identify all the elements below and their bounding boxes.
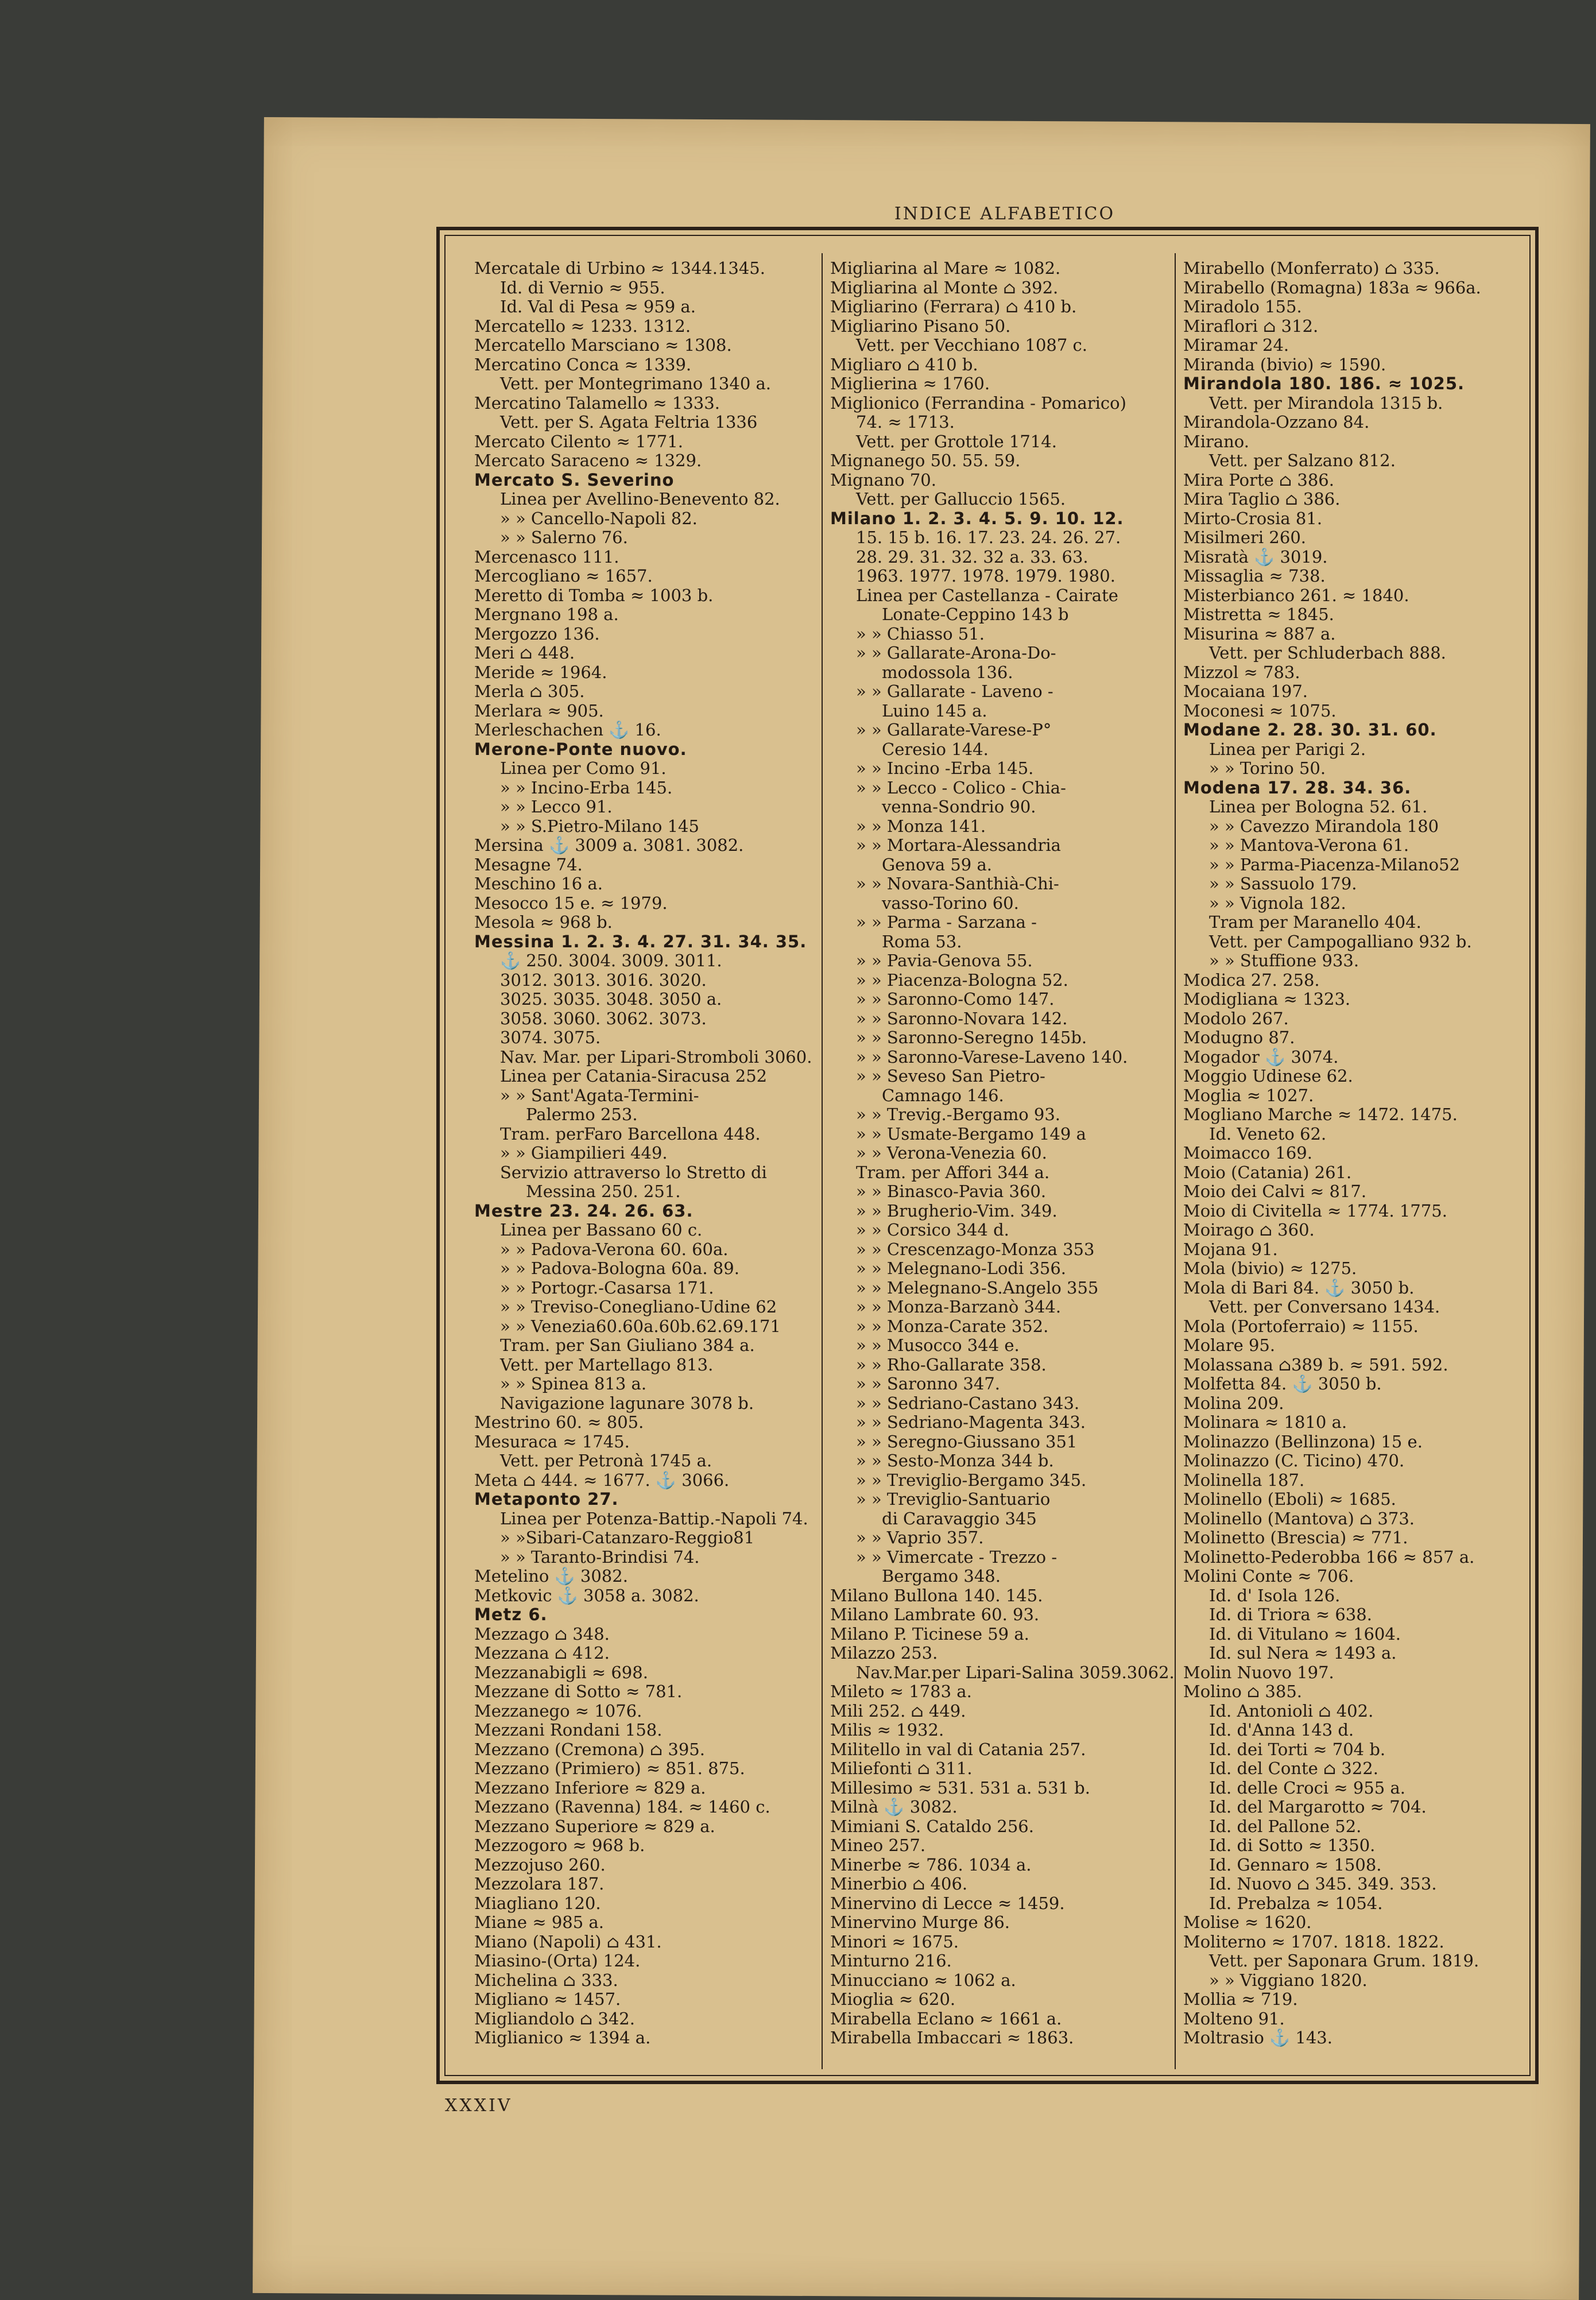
index-entry: Michelina ⌂ 333.: [474, 1970, 618, 1990]
index-entry: Mola (Portoferraio) ≈ 1155.: [1183, 1317, 1419, 1336]
index-entry: » »Sibari-Catanzaro-Reggio81: [500, 1528, 755, 1547]
index-entry: » » Rho-Gallarate 358.: [856, 1355, 1047, 1374]
index-entry: Mestre 23. 24. 26. 63.: [474, 1201, 694, 1221]
index-entry: » » Viggiano 1820.: [1209, 1970, 1368, 1990]
index-entry: Mezzano (Ravenna) 184. ≈ 1460 c.: [474, 1798, 770, 1817]
index-entry: Linea per Bassano 60 c.: [500, 1221, 703, 1240]
index-entry: Miano (Napoli) ⌂ 431.: [474, 1932, 662, 1951]
index-entry: » » Sedriano-Castano 343.: [856, 1393, 1080, 1413]
index-entry: Linea per Potenza-Battip.-Napoli 74.: [500, 1509, 808, 1528]
index-entry: Migliarino Pisano 50.: [830, 316, 1011, 336]
index-entry: Mercogliano ≈ 1657.: [474, 567, 653, 586]
index-entry: Camnago 146.: [882, 1086, 1004, 1105]
index-entry: Mezzane di Sotto ≈ 781.: [474, 1682, 683, 1701]
index-entry: Modugno 87.: [1183, 1028, 1295, 1047]
index-entry: Lonate-Ceppino 143 b: [882, 605, 1069, 624]
index-entry: venna-Sondrio 90.: [882, 797, 1036, 816]
index-entry: Migliano ≈ 1457.: [474, 1990, 621, 2009]
index-entry: » » Taranto-Brindisi 74.: [500, 1547, 700, 1567]
index-entry: Vett. per Schluderbach 888.: [1209, 644, 1446, 663]
index-entry: Mezzano (Primiero) ≈ 851. 875.: [474, 1759, 745, 1778]
index-entry: Id. Antonioli ⌂ 402.: [1209, 1701, 1374, 1721]
index-entry: Mesuraca ≈ 1745.: [474, 1432, 630, 1451]
index-entry: Id. dei Torti ≈ 704 b.: [1209, 1740, 1386, 1759]
index-entry: » » Monza 141.: [856, 816, 986, 836]
index-entry: Milano P. Ticinese 59 a.: [830, 1624, 1029, 1644]
index-entry: Vett. per Montegrimano 1340 a.: [500, 374, 772, 393]
index-entry: » » Sassuolo 179.: [1209, 874, 1357, 893]
index-entry: » » Mortara-Alessandria: [856, 836, 1061, 855]
index-entry: Molassana ⌂389 b. ≈ 591. 592.: [1183, 1355, 1448, 1374]
index-entry: Modolo 267.: [1183, 1009, 1289, 1028]
index-entry: Mirabella Imbaccari ≈ 1863.: [830, 2028, 1074, 2047]
index-entry: » » Treviglio-Bergamo 345.: [856, 1470, 1087, 1490]
index-entry: Moliterno ≈ 1707. 1818. 1822.: [1183, 1932, 1444, 1951]
index-entry: » » Parma - Sarzana -: [856, 913, 1037, 932]
index-entry: » » Mantova-Verona 61.: [1209, 836, 1409, 855]
index-entry: Mercenasco 111.: [474, 547, 619, 567]
index-entry: Moimacco 169.: [1183, 1144, 1312, 1163]
index-entry: » » Vaprio 357.: [856, 1528, 984, 1547]
index-entry: » » Melegnano-S.Angelo 355: [856, 1278, 1099, 1298]
index-entry: Migliaro ⌂ 410 b.: [830, 355, 978, 374]
index-entry: Mestrino 60. ≈ 805.: [474, 1413, 644, 1432]
index-entry: » » Saronno-Como 147.: [856, 990, 1055, 1009]
index-entry: Minturno 216.: [830, 1951, 952, 1970]
index-entry: Molinello (Mantova) ⌂ 373.: [1183, 1509, 1415, 1528]
index-entry: » » Venezia60.60a.60b.62.69.171: [500, 1317, 781, 1336]
index-entry: Miliefonti ⌂ 311.: [830, 1759, 973, 1778]
index-entry: » » Stuffione 933.: [1209, 951, 1359, 970]
index-entry: Molare 95.: [1183, 1336, 1276, 1355]
index-entry: Milazzo 253.: [830, 1644, 938, 1663]
index-entry: Molinazzo (Bellinzona) 15 e.: [1183, 1432, 1423, 1451]
index-entry: Id. Gennaro ≈ 1508.: [1209, 1855, 1382, 1875]
index-entry: » » Vimercate - Trezzo -: [856, 1547, 1057, 1567]
index-entry: » » Sesto-Monza 344 b.: [856, 1451, 1054, 1470]
index-entry: Mercatello ≈ 1233. 1312.: [474, 316, 691, 336]
index-entry: Ceresio 144.: [882, 739, 989, 759]
index-entry: Mojana 91.: [1183, 1240, 1278, 1259]
index-entry: Vett. per Vecchiano 1087 c.: [856, 336, 1087, 355]
index-entry: Tram. per Affori 344 a.: [856, 1163, 1050, 1182]
index-entry: Miglierina ≈ 1760.: [830, 374, 990, 393]
index-entry: » » Seregno-Giussano 351: [856, 1432, 1078, 1451]
index-entry: 74. ≈ 1713.: [856, 413, 955, 432]
index-entry: Mirandola-Ozzano 84.: [1183, 413, 1370, 432]
index-entry: » » Giampilieri 449.: [500, 1144, 668, 1163]
index-entry: » » Monza-Carate 352.: [856, 1317, 1049, 1336]
index-entry: Nav.Mar.per Lipari-Salina 3059.3062.: [856, 1663, 1175, 1682]
index-entry: Mezzolara 187.: [474, 1875, 605, 1894]
index-entry: Id. sul Nera ≈ 1493 a.: [1209, 1644, 1397, 1663]
index-entry: Mirabella Eclano ≈ 1661 a.: [830, 2009, 1062, 2028]
index-entry: Miraflori ⌂ 312.: [1183, 316, 1319, 336]
index-entry: Molin Nuovo 197.: [1183, 1663, 1334, 1682]
index-entry: Id. delle Croci ≈ 955 a.: [1209, 1778, 1405, 1798]
index-entry: Mesocco 15 e. ≈ 1979.: [474, 893, 668, 913]
index-entry: » » Cancello-Napoli 82.: [500, 509, 698, 528]
index-entry: Miglionico (Ferrandina - Pomarico): [830, 393, 1126, 413]
index-entry: Moio (Catania) 261.: [1183, 1163, 1352, 1182]
index-entry: Mignano 70.: [830, 470, 936, 490]
index-entry: Mola (bivio) ≈ 1275.: [1183, 1259, 1357, 1278]
index-entry: Mirto-Crosia 81.: [1183, 509, 1323, 528]
index-entry: Modane 2. 28. 30. 31. 60.: [1183, 721, 1437, 739]
index-entry: Meri ⌂ 448.: [474, 644, 575, 663]
index-entry: Vett. per Saponara Grum. 1819.: [1209, 1951, 1479, 1970]
index-entry: Linea per Bologna 52. 61.: [1209, 797, 1428, 816]
index-entry: Mersina ⚓ 3009 a. 3081. 3082.: [474, 836, 744, 855]
index-entry: Luino 145 a.: [882, 701, 987, 721]
index-entry: Mergozzo 136.: [474, 624, 600, 644]
index-entry: Moio di Civitella ≈ 1774. 1775.: [1183, 1201, 1447, 1221]
index-entry: Mezzojuso 260.: [474, 1855, 606, 1875]
index-entry: Minerbe ≈ 786. 1034 a.: [830, 1855, 1032, 1875]
index-entry: Linea per Castellanza - Cairate: [856, 586, 1118, 605]
index-entry: » » Seveso San Pietro-: [856, 1067, 1045, 1086]
index-entry: » » Gallarate-Arona-Do-: [856, 644, 1056, 663]
index-entry: Meschino 16 a.: [474, 874, 603, 893]
index-entry: Id. di Triora ≈ 638.: [1209, 1605, 1372, 1624]
index-entry: Palermo 253.: [526, 1105, 638, 1124]
index-entry: » » Sant'Agata-Termini-: [500, 1086, 699, 1105]
index-entry: Moio dei Calvi ≈ 817.: [1183, 1182, 1367, 1201]
index-entry: Tram. per San Giuliano 384 a.: [500, 1336, 755, 1355]
index-entry: Milnà ⚓ 3082.: [830, 1798, 958, 1817]
index-entry: Meretto di Tomba ≈ 1003 b.: [474, 586, 714, 605]
index-entry: Vett. per Petronà 1745 a.: [500, 1451, 712, 1470]
index-entry: » » Saronno-Novara 142.: [856, 1009, 1068, 1028]
index-entry: Mira Taglio ⌂ 386.: [1183, 490, 1341, 509]
index-entry: Vett. per Campogalliano 932 b.: [1209, 932, 1472, 951]
index-entry: Mercato S. Severino: [474, 470, 675, 490]
index-entry: Mollia ≈ 719.: [1183, 1990, 1298, 2009]
index-entry: Miradolo 155.: [1183, 297, 1302, 316]
index-entry: Servizio attraverso lo Stretto di: [500, 1163, 767, 1182]
index-entry: Id. di Vitulano ≈ 1604.: [1209, 1624, 1401, 1644]
index-entry: Milano Lambrate 60. 93.: [830, 1605, 1040, 1624]
index-entry: Molise ≈ 1620.: [1183, 1913, 1312, 1932]
index-entry: Metaponto 27.: [474, 1490, 619, 1509]
index-entry: » » Musocco 344 e.: [856, 1336, 1020, 1355]
index-entry: Tram. perFaro Barcellona 448.: [500, 1124, 761, 1144]
index-entry: Miglianico ≈ 1394 a.: [474, 2028, 651, 2047]
index-entry: » » Usmate-Bergamo 149 a: [856, 1124, 1086, 1144]
index-entry: » » Monza-Barzanò 344.: [856, 1298, 1062, 1317]
index-entry: Militello in val di Catania 257.: [830, 1740, 1086, 1759]
index-entry: Mezzano Superiore ≈ 829 a.: [474, 1817, 715, 1836]
index-entry: Minervino Murge 86.: [830, 1913, 1010, 1932]
index-entry: Molinello (Eboli) ≈ 1685.: [1183, 1490, 1396, 1509]
index-entry: Mercatino Conca ≈ 1339.: [474, 355, 692, 374]
index-entry: Mercato Saraceno ≈ 1329.: [474, 451, 702, 470]
index-entry: Misterbianco 261. ≈ 1840.: [1183, 586, 1409, 605]
index-entry: Mogliano Marche ≈ 1472. 1475.: [1183, 1105, 1458, 1124]
index-entry: » » Torino 50.: [1209, 759, 1326, 778]
index-entry: Miranda (bivio) ≈ 1590.: [1183, 355, 1386, 374]
index-entry: Mogador ⚓ 3074.: [1183, 1047, 1339, 1067]
index-entry: Mezzano (Cremona) ⌂ 395.: [474, 1740, 705, 1759]
index-column-2: [830, 259, 1180, 2062]
index-entry: Merla ⌂ 305.: [474, 682, 585, 701]
index-entry: Vett. per S. Agata Feltria 1336: [500, 413, 758, 432]
index-entry: Mirabello (Romagna) 183a ≈ 966a.: [1183, 278, 1481, 297]
index-entry: Id. Prebalza ≈ 1054.: [1209, 1894, 1383, 1913]
index-entry: » » Trevig.-Bergamo 93.: [856, 1105, 1061, 1124]
index-entry: Missaglia ≈ 738.: [1183, 567, 1326, 586]
index-entry: Navigazione lagunare 3078 b.: [500, 1393, 754, 1413]
index-entry: Mercato Cilento ≈ 1771.: [474, 432, 684, 451]
index-entry: Vett. per Mirandola 1315 b.: [1209, 393, 1443, 413]
index-entry: Millesimo ≈ 531. 531 a. 531 b.: [830, 1778, 1090, 1798]
index-entry: Milano 1. 2. 3. 4. 5. 9. 10. 12.: [830, 509, 1124, 528]
index-entry: » » Corsico 344 d.: [856, 1221, 1009, 1240]
index-column-1: [474, 259, 824, 2062]
index-entry: 15. 15 b. 16. 17. 23. 24. 26. 27.: [856, 528, 1121, 547]
index-entry: Mizzol ≈ 783.: [1183, 663, 1300, 682]
index-entry: Metkovic ⚓ 3058 a. 3082.: [474, 1586, 699, 1605]
index-entry: » » Padova-Bologna 60a. 89.: [500, 1259, 739, 1278]
index-entry: Molino ⌂ 385.: [1183, 1682, 1302, 1701]
index-entry: Mesola ≈ 968 b.: [474, 913, 613, 932]
index-entry: Mirabello (Monferrato) ⌂ 335.: [1183, 259, 1440, 278]
index-entry: Mineo 257.: [830, 1836, 926, 1855]
index-entry: Mignanego 50. 55. 59.: [830, 451, 1021, 470]
index-entry: Vett. per Martellago 813.: [500, 1355, 714, 1374]
index-entry: Messina 250. 251.: [526, 1182, 681, 1201]
index-entry: » » Treviglio-Santuario: [856, 1490, 1051, 1509]
index-entry: » » S.Pietro-Milano 145: [500, 816, 699, 836]
index-entry: Bergamo 348.: [882, 1567, 1001, 1586]
index-entry: » » Chiasso 51.: [856, 624, 985, 644]
index-entry: Mola di Bari 84. ⚓ 3050 b.: [1183, 1278, 1415, 1298]
index-entry: Molinara ≈ 1810 a.: [1183, 1413, 1347, 1432]
index-entry: » » Pavia-Genova 55.: [856, 951, 1033, 970]
index-entry: Moirago ⌂ 360.: [1183, 1221, 1315, 1240]
index-entry: Migliarina al Mare ≈ 1082.: [830, 259, 1061, 278]
index-entry: Misurina ≈ 887 a.: [1183, 624, 1336, 644]
index-entry: Id. del Margarotto ≈ 704.: [1209, 1798, 1427, 1817]
index-entry: » » Padova-Verona 60. 60a.: [500, 1240, 729, 1259]
index-entry: 3058. 3060. 3062. 3073.: [500, 1009, 707, 1028]
index-entry: Molinetto (Brescia) ≈ 771.: [1183, 1528, 1408, 1547]
index-entry: Id. Veneto 62.: [1209, 1124, 1327, 1144]
index-entry: Misilmeri 260.: [1183, 528, 1306, 547]
index-entry: Id. d'Anna 143 d.: [1209, 1721, 1354, 1740]
index-entry: Tram per Maranello 404.: [1209, 913, 1421, 932]
index-entry: Roma 53.: [882, 932, 962, 951]
index-entry: Migliarino (Ferrara) ⌂ 410 b.: [830, 297, 1077, 316]
index-entry: Mergnano 198 a.: [474, 605, 619, 624]
index-entry: Id. del Conte ⌂ 322.: [1209, 1759, 1378, 1778]
index-entry: Mili 252. ⌂ 449.: [830, 1701, 966, 1721]
index-entry: Minori ≈ 1675.: [830, 1932, 959, 1951]
index-entry: Mileto ≈ 1783 a.: [830, 1682, 972, 1701]
index-entry: Molinella 187.: [1183, 1470, 1305, 1490]
index-entry: modossola 136.: [882, 663, 1013, 682]
index-entry: Merone-Ponte nuovo.: [474, 739, 687, 759]
index-entry: » » Saronno-Varese-Laveno 140.: [856, 1047, 1128, 1067]
index-entry: » » Incino-Erba 145.: [500, 778, 673, 797]
index-entry: Meride ≈ 1964.: [474, 663, 607, 682]
index-entry: Modena 17. 28. 34. 36.: [1183, 778, 1412, 797]
index-entry: Linea per Parigi 2.: [1209, 739, 1366, 759]
index-entry: 28. 29. 31. 32. 32 a. 33. 63.: [856, 547, 1088, 567]
index-entry: » » Gallarate-Varese-P°: [856, 721, 1052, 739]
index-entry: Moglia ≈ 1027.: [1183, 1086, 1314, 1105]
index-entry: Minucciano ≈ 1062 a.: [830, 1970, 1016, 1990]
index-entry: Mezzana ⌂ 412.: [474, 1644, 610, 1663]
index-entry: » » Melegnano-Lodi 356.: [856, 1259, 1067, 1278]
index-entry: Merleschachen ⚓ 16.: [474, 721, 661, 739]
index-entry: Molinetto-Pederobba 166 ≈ 857 a.: [1183, 1547, 1475, 1567]
index-entry: Molteno 91.: [1183, 2009, 1285, 2028]
index-entry: ⚓ 250. 3004. 3009. 3011.: [500, 951, 722, 970]
index-entry: Moltrasio ⚓ 143.: [1183, 2028, 1332, 2047]
index-entry: Vett. per Galluccio 1565.: [856, 490, 1066, 509]
index-entry: Id. di Sotto ≈ 1350.: [1209, 1836, 1376, 1855]
page-number: XXXIV: [445, 2096, 513, 2116]
index-entry: Migliandolo ⌂ 342.: [474, 2009, 635, 2028]
index-entry: Messina 1. 2. 3. 4. 27. 31. 34. 35.: [474, 932, 807, 951]
index-entry: Id. di Vernio ≈ 955.: [500, 278, 665, 297]
index-entry: Modica 27. 258.: [1183, 970, 1320, 990]
index-entry: » » Salerno 76.: [500, 528, 628, 547]
index-entry: 3012. 3013. 3016. 3020.: [500, 970, 707, 990]
index-entry: » » Parma-Piacenza-Milano52: [1209, 855, 1460, 874]
index-entry: Genova 59 a.: [882, 855, 992, 874]
index-entry: Mezzago ⌂ 348.: [474, 1624, 610, 1644]
index-entry: » » Portogr.-Casarsa 171.: [500, 1278, 714, 1298]
index-entry: di Caravaggio 345: [882, 1509, 1037, 1528]
index-entry: Moggio Udinese 62.: [1183, 1067, 1353, 1086]
index-entry: Mirandola 180. 186. ≈ 1025.: [1183, 374, 1465, 393]
index-entry: » » Piacenza-Bologna 52.: [856, 970, 1068, 990]
index-entry: Metz 6.: [474, 1605, 548, 1624]
index-entry: Mezzani Rondani 158.: [474, 1721, 663, 1740]
index-entry: Mezzano Inferiore ≈ 829 a.: [474, 1778, 706, 1798]
index-entry: Miasino-(Orta) 124.: [474, 1951, 641, 1970]
index-entry: Merlara ≈ 905.: [474, 701, 604, 721]
index-entry: Minervino di Lecce ≈ 1459.: [830, 1894, 1065, 1913]
index-entry: Miagliano 120.: [474, 1894, 601, 1913]
index-entry: Mira Porte ⌂ 386.: [1183, 470, 1334, 490]
index-entry: Id. del Pallone 52.: [1209, 1817, 1362, 1836]
index-entry: Mimiani S. Cataldo 256.: [830, 1817, 1034, 1836]
index-entry: Mercatale di Urbino ≈ 1344.1345.: [474, 259, 765, 278]
index-entry: Mioglia ≈ 620.: [830, 1990, 956, 2009]
index-entry: Miane ≈ 985 a.: [474, 1913, 604, 1932]
index-entry: » » Crescenzago-Monza 353: [856, 1240, 1095, 1259]
index-entry: Meta ⌂ 444. ≈ 1677. ⚓ 3066.: [474, 1470, 730, 1490]
index-entry: » » Saronno 347.: [856, 1374, 1001, 1393]
index-entry: Vett. per Salzano 812.: [1209, 451, 1396, 470]
index-entry: Mezzanabigli ≈ 698.: [474, 1663, 648, 1682]
index-entry: Vett. per Conversano 1434.: [1209, 1298, 1440, 1317]
index-entry: Molina 209.: [1183, 1393, 1284, 1413]
index-entry: Linea per Como 91.: [500, 759, 667, 778]
index-entry: » » Lecco - Colico - Chia-: [856, 778, 1066, 797]
index-entry: Mercatino Talamello ≈ 1333.: [474, 393, 720, 413]
index-entry: » » Sedriano-Magenta 343.: [856, 1413, 1086, 1432]
index-entry: 3074. 3075.: [500, 1028, 601, 1047]
index-entry: » » Saronno-Seregno 145b.: [856, 1028, 1087, 1047]
index-entry: » » Treviso-Conegliano-Udine 62: [500, 1298, 777, 1317]
index-entry: Milano Bullona 140. 145.: [830, 1586, 1043, 1605]
index-entry: Id. d' Isola 126.: [1209, 1586, 1341, 1605]
index-entry: Id. Nuovo ⌂ 345. 349. 353.: [1209, 1875, 1437, 1894]
index-entry: » » Novara-Santhià-Chi-: [856, 874, 1059, 893]
index-entry: » » Verona-Venezia 60.: [856, 1144, 1047, 1163]
index-entry: Minerbio ⌂ 406.: [830, 1875, 968, 1894]
index-entry: Molfetta 84. ⚓ 3050 b.: [1183, 1374, 1382, 1393]
index-entry: Misratà ⚓ 3019.: [1183, 547, 1328, 567]
index-entry: Mistretta ≈ 1845.: [1183, 605, 1334, 624]
index-entry: » » Incino -Erba 145.: [856, 759, 1034, 778]
index-entry: Mercatello Marsciano ≈ 1308.: [474, 336, 732, 355]
index-entry: Mezzanego ≈ 1076.: [474, 1701, 642, 1721]
index-entry: Linea per Avellino-Benevento 82.: [500, 490, 780, 509]
index-entry: » » Cavezzo Mirandola 180: [1209, 816, 1439, 836]
index-entry: Mezzogoro ≈ 968 b.: [474, 1836, 645, 1855]
index-entry: » » Vignola 182.: [1209, 893, 1346, 913]
index-entry: 3025. 3035. 3048. 3050 a.: [500, 990, 722, 1009]
index-entry: » » Brugherio-Vim. 349.: [856, 1201, 1057, 1221]
index-column-3: [1183, 259, 1525, 2062]
index-entry: » » Lecco 91.: [500, 797, 613, 816]
index-entry: 1963. 1977. 1978. 1979. 1980.: [856, 567, 1115, 586]
index-entry: Molini Conte ≈ 706.: [1183, 1567, 1354, 1586]
index-entry: Mesagne 74.: [474, 855, 583, 874]
index-entry: » » Spinea 813 a.: [500, 1374, 647, 1393]
index-entry: Molinazzo (C. Ticino) 470.: [1183, 1451, 1405, 1470]
page-header: INDICE ALFABETICO: [894, 204, 1115, 224]
index-entry: vasso-Torino 60.: [882, 893, 1019, 913]
index-entry: Linea per Catania-Siracusa 252: [500, 1067, 768, 1086]
index-entry: » » Gallarate - Laveno -: [856, 682, 1053, 701]
index-entry: Migliarina al Monte ⌂ 392.: [830, 278, 1059, 297]
index-entry: Nav. Mar. per Lipari-Stromboli 3060.: [500, 1047, 812, 1067]
index-entry: Mocaiana 197.: [1183, 682, 1308, 701]
index-entry: » » Binasco-Pavia 360.: [856, 1182, 1047, 1201]
index-entry: Moconesi ≈ 1075.: [1183, 701, 1337, 721]
index-entry: Mirano.: [1183, 432, 1249, 451]
index-entry: Vett. per Grottole 1714.: [856, 432, 1057, 451]
index-entry: Miramar 24.: [1183, 336, 1289, 355]
index-entry: Metelino ⚓ 3082.: [474, 1567, 628, 1586]
index-entry: Milis ≈ 1932.: [830, 1721, 944, 1740]
index-entry: Id. Val di Pesa ≈ 959 a.: [500, 297, 696, 316]
index-entry: Modigliana ≈ 1323.: [1183, 990, 1351, 1009]
index-frame: [436, 227, 1539, 2084]
